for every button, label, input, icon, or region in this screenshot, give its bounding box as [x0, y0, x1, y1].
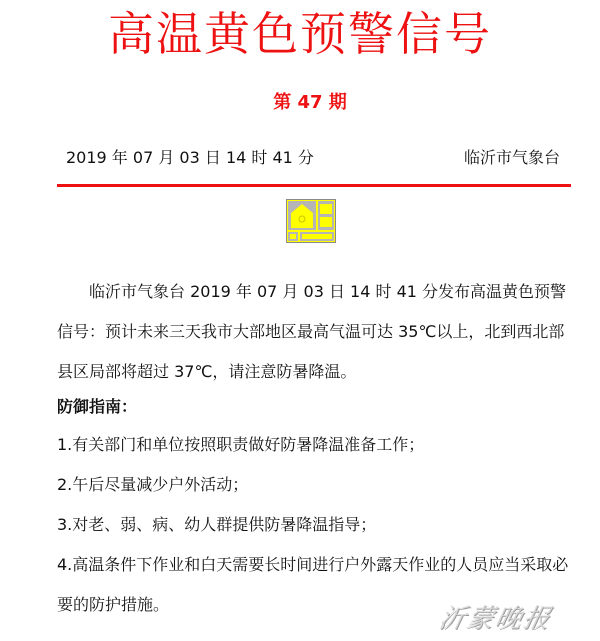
high-temperature-yellow-warning-icon	[286, 199, 336, 243]
page-title: 高温黄色预警信号	[108, 7, 492, 61]
meta-row	[66, 146, 560, 170]
header-divider	[57, 184, 571, 187]
issue-number: 第 47 期	[273, 92, 347, 113]
newspaper-watermark: 沂蒙晚报	[436, 604, 555, 634]
guide-item: 2.午后尽量减少户外活动；	[57, 475, 249, 494]
issue-datetime: 2019 年 07 月 03 日 14 时 41 分	[66, 148, 314, 167]
issuer: 临沂市气象台	[463, 148, 560, 167]
guide-item: 4.高温条件下作业和白天需要长时间进行户外露天作业的人员应当采取必要的防护措施。	[57, 555, 569, 614]
guide-item: 3.对老、弱、病、幼人群提供防暑降温指导；	[57, 515, 377, 534]
guide-item: 1.有关部门和单位按照职责做好防暑降温准备工作；	[57, 435, 425, 454]
warning-paragraph: 临沂市气象台 2019 年 07 月 03 日 14 时 41 分发布高温黄色预警信号：预计未来三天我市大部地区最高气温可达 35℃以上，北到西北部县区局部将超过 37℃，请注意防暑降温。	[57, 282, 567, 381]
guide-title: 防御指南：	[57, 397, 138, 416]
